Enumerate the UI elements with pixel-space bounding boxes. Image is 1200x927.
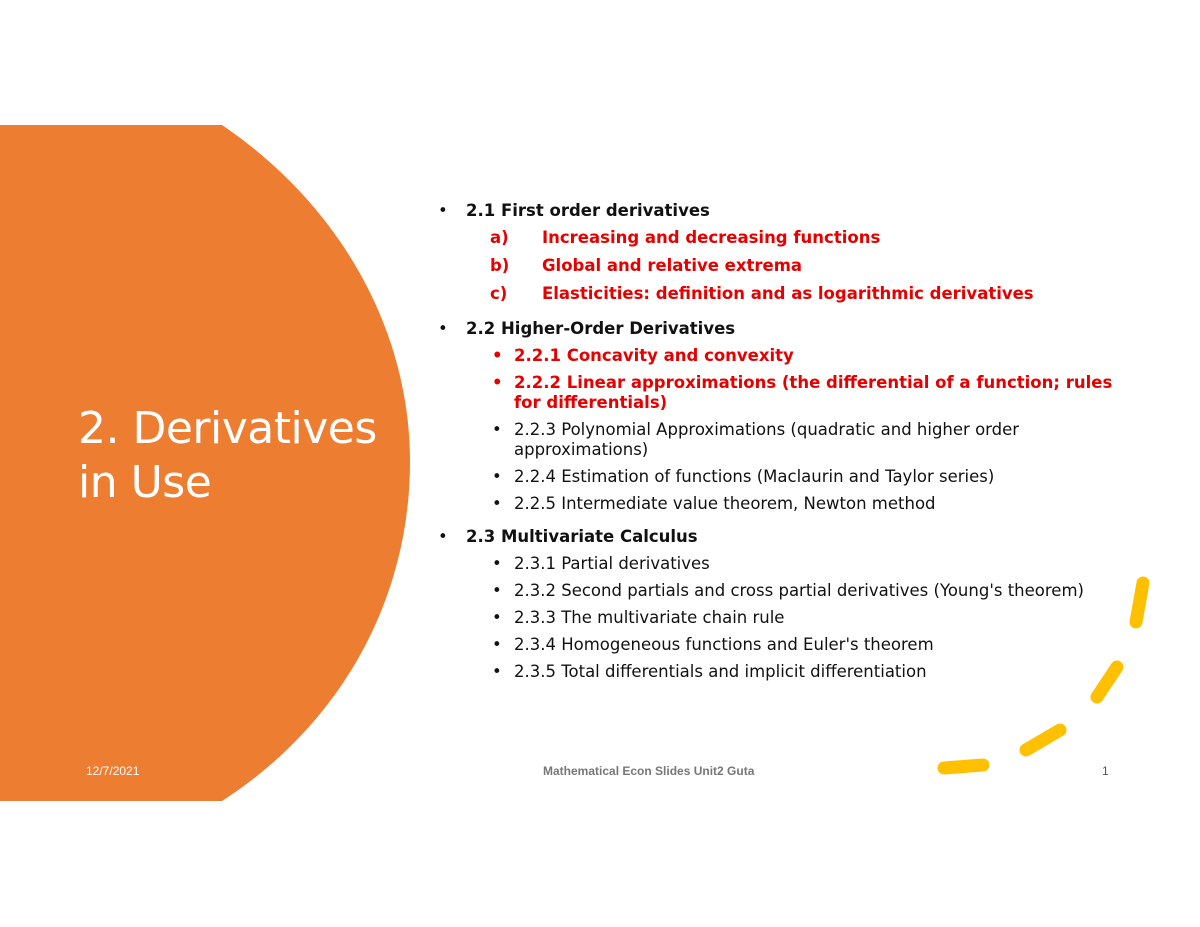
- bullet-icon: •: [492, 554, 502, 573]
- item-text: 2.3.3 The multivariate chain rule: [514, 608, 785, 627]
- item-text: 2.2.2 Linear approximations (the differential of a function; rules for differentials): [514, 373, 1113, 412]
- bullet-icon: •: [492, 467, 502, 486]
- slide-title: 2. Derivatives in Use: [78, 403, 377, 508]
- bullet-icon: •: [492, 420, 502, 439]
- item-text: 2.2.1 Concavity and convexity: [514, 346, 794, 365]
- item-text: 2.3.2 Second partials and cross partial derivatives (Young's theorem): [514, 581, 1084, 600]
- item-text: Global and relative extrema: [542, 256, 803, 275]
- bullet-icon: •: [492, 373, 503, 392]
- item-text: 2.3.4 Homogeneous functions and Euler's theorem: [514, 635, 934, 654]
- item-text: 2.3.1 Partial derivatives: [514, 554, 710, 573]
- page-number: 1: [1102, 764, 1109, 778]
- item-label: c): [490, 284, 508, 303]
- bullet-icon: •: [438, 319, 448, 338]
- section-heading-text: 2.2 Higher-Order Derivatives: [466, 319, 736, 338]
- item-label: b): [490, 256, 510, 275]
- item-text: Increasing and decreasing functions: [542, 228, 881, 247]
- item-text: 2.2.3 Polynomial Approximations (quadratic and higher order approximations): [514, 420, 1020, 459]
- footer-date: 12/7/2021: [86, 764, 140, 778]
- item-label: a): [490, 228, 509, 247]
- item-text: Elasticities: definition and as logarithmic derivatives: [542, 284, 1034, 303]
- bullet-icon: •: [492, 581, 502, 600]
- bullet-icon: •: [438, 201, 448, 220]
- bullet-icon: •: [492, 662, 502, 681]
- item-text: 2.2.5 Intermediate value theorem, Newton method: [514, 494, 936, 513]
- section-heading-text: 2.1 First order derivatives: [466, 201, 710, 220]
- bullet-icon: •: [492, 608, 502, 627]
- bullet-icon: •: [492, 635, 502, 654]
- bullet-icon: •: [492, 494, 502, 513]
- bullet-icon: •: [438, 527, 448, 546]
- item-text: 2.3.5 Total differentials and implicit differentiation: [514, 662, 927, 681]
- item-text: 2.2.4 Estimation of functions (Maclaurin and Taylor series): [514, 467, 995, 486]
- footer-text: Mathematical Econ Slides Unit2 Guta: [543, 764, 755, 778]
- section-heading-text: 2.3 Multivariate Calculus: [466, 527, 698, 546]
- bullet-icon: •: [492, 346, 503, 365]
